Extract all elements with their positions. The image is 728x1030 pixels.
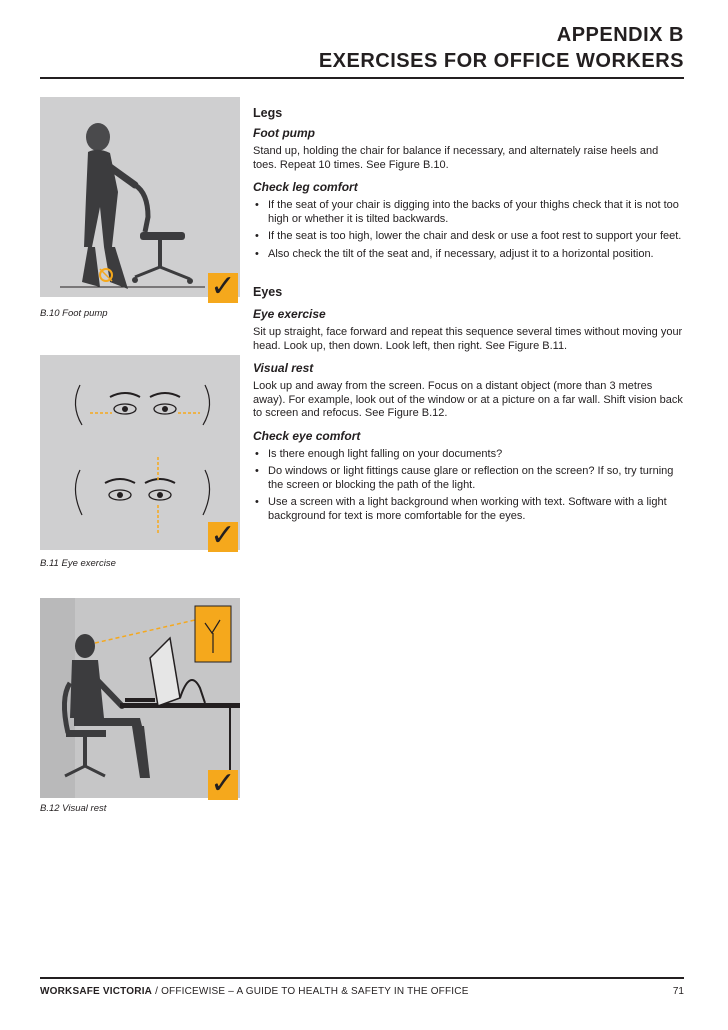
- list-item: • If the seat is too high, lower the chair and desk or use a foot rest to support your feet.: [253, 230, 685, 244]
- subheading-check-leg-comfort: Check leg comfort: [253, 180, 358, 194]
- section-heading-eyes: Eyes: [253, 285, 283, 299]
- page-number: 71: [672, 986, 684, 997]
- checkmark-icon: ✓: [208, 522, 238, 552]
- figure-caption-b10: B.10 Foot pump: [40, 308, 108, 319]
- subheading-visual-rest: Visual rest: [253, 361, 314, 375]
- foot-pump-text: Stand up, holding the chair for balance if necessary, and alternately raise heels and toes. Repeat 10 times. See Figure B.10.: [253, 145, 659, 171]
- figure-caption-b11: B.11 Eye exercise: [40, 558, 116, 569]
- header-rule: [40, 77, 684, 79]
- section-heading-legs: Legs: [253, 106, 283, 120]
- footer: [40, 986, 469, 997]
- visual-rest-text: Look up and away from the screen. Focus on a distant object (more than 3 metres away). For example, look out of the window or at a picture on a far wall. Shift vision back to screen and refocus. See Figure B.12.: [253, 380, 683, 419]
- appendix-label: APPENDIX B: [556, 24, 684, 46]
- list-item: • Is there enough light falling on your documents?: [253, 448, 685, 462]
- legs-section: [253, 106, 685, 261]
- list-item: • Use a screen with a light background when working with text. Software with a light background for text is more comfortable for the eyes.: [253, 496, 685, 523]
- subheading-eye-exercise: Eye exercise: [253, 307, 326, 321]
- checkmark-icon: ✓: [208, 770, 238, 800]
- eyes-section: [253, 285, 685, 523]
- figure-foot-pump: [40, 97, 240, 297]
- footer-org: WORKSAFE VICTORIA: [40, 986, 153, 997]
- subheading-check-eye-comfort: Check eye comfort: [253, 428, 361, 443]
- footer-title: OFFICEWISE – A GUIDE TO HEALTH & SAFETY IN THE OFFICE: [161, 986, 469, 997]
- checkmark-icon: ✓: [208, 273, 238, 303]
- figure-caption-b12: B.12 Visual rest: [40, 803, 107, 814]
- footer-rule: [40, 977, 684, 979]
- list-item: • Also check the tilt of the seat and, if necessary, adjust it to a horizontal position.: [253, 248, 685, 262]
- subheading-foot-pump: Foot pump: [253, 126, 315, 140]
- eye-exercise-text: Sit up straight, face forward and repeat this sequence several times without moving your head. Look up, then down. Look left, then right. See Figure B.11.: [253, 326, 683, 352]
- page-title: EXERCISES FOR OFFICE WORKERS: [318, 50, 684, 72]
- footer-separator: /: [155, 986, 159, 997]
- list-item: • Do windows or light fittings cause glare or reflection on the screen? If so, try turning the screen or blocking the path of the light.: [253, 465, 685, 492]
- list-item: • If the seat of your chair is digging into the backs of your thighs check that it is not too high or whether it is tilted backwards.: [253, 199, 685, 226]
